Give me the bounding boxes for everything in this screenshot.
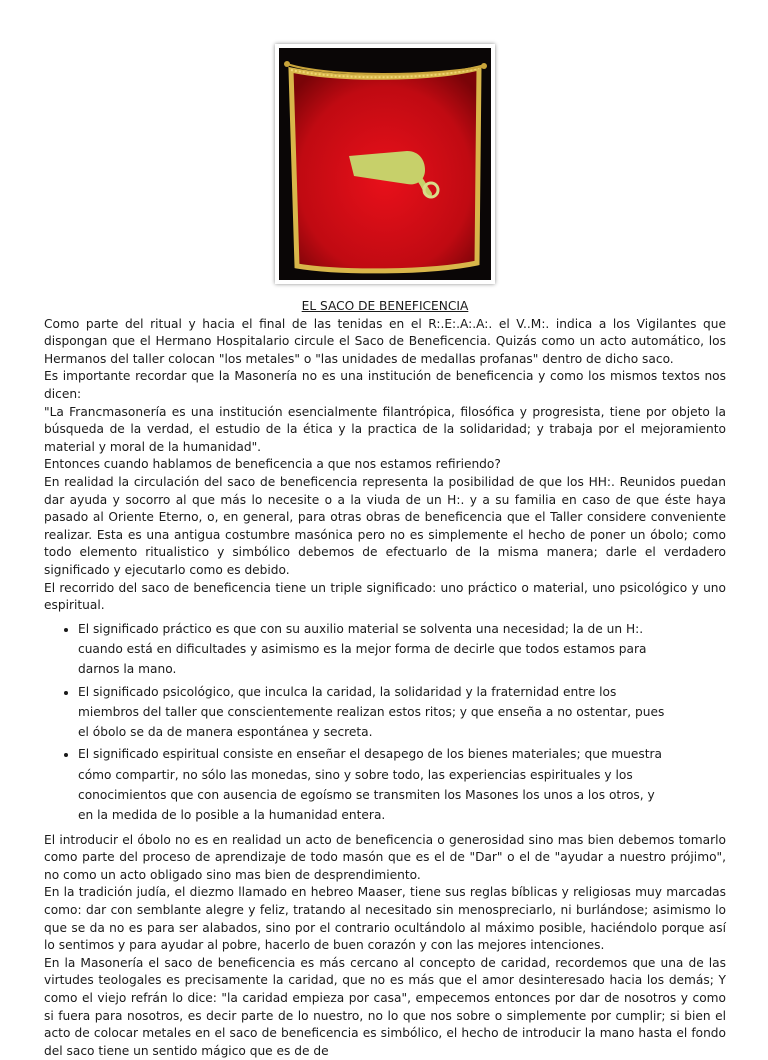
paragraph: En la tradición judía, el diezmo llamado en hebreo Maaser, tiene sus reglas bíblicas y religiosas muy marcadas como: dar con semblante alegre y feliz, tratando al necesitado sin menospreciarlo, ni burlándose; asimismo lo que se da no es para ser alabados, sino por el contrario ocultándolo al máximo posible, haciéndolo porque así lo sentimos y para ayudar al pobre, hacerlo de buen corazón y con las mejores intenciones. [44,885,726,953]
saco-photo [275,44,495,284]
document-title: EL SACO DE BENEFICENCIA [301,299,469,313]
paragraph: En la Masonería el saco de beneficencia es más cercano al concepto de caridad, recordemos que una de las virtudes teologales es precisamente la caridad, que no es más que el amor desinteresado hacia los demás; Y como el viejo refrán lo dice: "la caridad empieza por casa", empecemos entonces por dar de nosotros y como si fuera para nosotros, es decir parte de lo nuestro, no lo que nos sobre o simplemente por cumplir; si bien el acto de colocar metales en el saco de beneficencia es simbólico, el hecho de introducir la mano hasta el fondo del saco tiene un sentido mágico que es de de [44,955,726,1058]
paragraph: En realidad la circulación del saco de beneficencia representa la posibilidad de que los HH:. Reunidos puedan dar ayuda y socorro al que más lo necesite o a la viuda de un H:. y a su familia en caso de que éste haya pasado al Oriente Eterno, o, en general, para otras obras de beneficencia que el Taller considere conveniente realizar. Esta es una antigua costumbre masónica pero no es simplemente el hecho de poner un óbolo; como todo elemento ritualistico y simbólico debemos de efectuarlo de la misma manera; darle el verdadero significado y ejecutarlo como es debido. [44,474,726,577]
document-body [44,298,726,1060]
quote-paragraph: "La Francmasonería es una institución esencialmente filantrópica, filosófica y progresista, tiene por objeto la búsqueda de la verdad, el estudio de la ética y la practica de la solidaridad; y trabaja por el mejoramiento material y moral de la humanidad". [44,404,726,454]
paragraph: El recorrido del saco de beneficencia tiene un triple significado: uno práctico o material, uno psicológico y uno espiritual. [44,580,726,613]
meanings-list [44,619,726,826]
red-bag-image [279,48,491,280]
list-item: • El significado espiritual consiste en enseñar el desapego de los bienes materiales; que muestra cómo compartir, no sólo las monedas, sino y sobre todo, las experiencias espirituales y los conocimientos que con ausencia de egoísmo se transmiten los Masones los unos a los otros, y en la medida de lo posible a la humanidad entera. [78,744,726,825]
list-item: • El significado práctico es que con su auxilio material se solventa una necesidad; la de un H:. cuando está en dificultades y asimismo es la mejor forma de decirle que todos estamos para darnos la mano. [78,619,726,680]
paragraph: Es importante recordar que la Masonería no es una institución de beneficencia y como los mismos textos nos dicen: [44,369,726,401]
list-item: • El significado psicológico, que inculca la caridad, la solidaridad y la fraternidad entre los miembros del taller que conscientemente realizan estos ritos; y que enseña a no ostentar, pues el óbolo se da de manera espontánea y secreta. [78,682,726,743]
paragraph: Entonces cuando hablamos de beneficencia a que nos estamos refiriendo? [44,457,501,472]
paragraph: El introducir el óbolo no es en realidad un acto de beneficencia o generosidad sino mas bien debemos tomarlo como parte del proceso de aprendizaje de todo masón que es el de "Dar" o el de "ayudar a nuestro prójimo", no como un acto obligado sino mas bien de desprendimiento. [44,832,726,882]
paragraph: Como parte del ritual y hacia el final de las tenidas en el R:.E:.A:.A:. el V..M:. indica a los Vigilantes que dispongan que el Hermano Hospitalario circule el Saco de Beneficencia. Quizás como un acto automático, los Hermanos del taller colocan "los metales" o "las unidades de medallas profanas" dentro de dicho saco. [44,316,726,366]
